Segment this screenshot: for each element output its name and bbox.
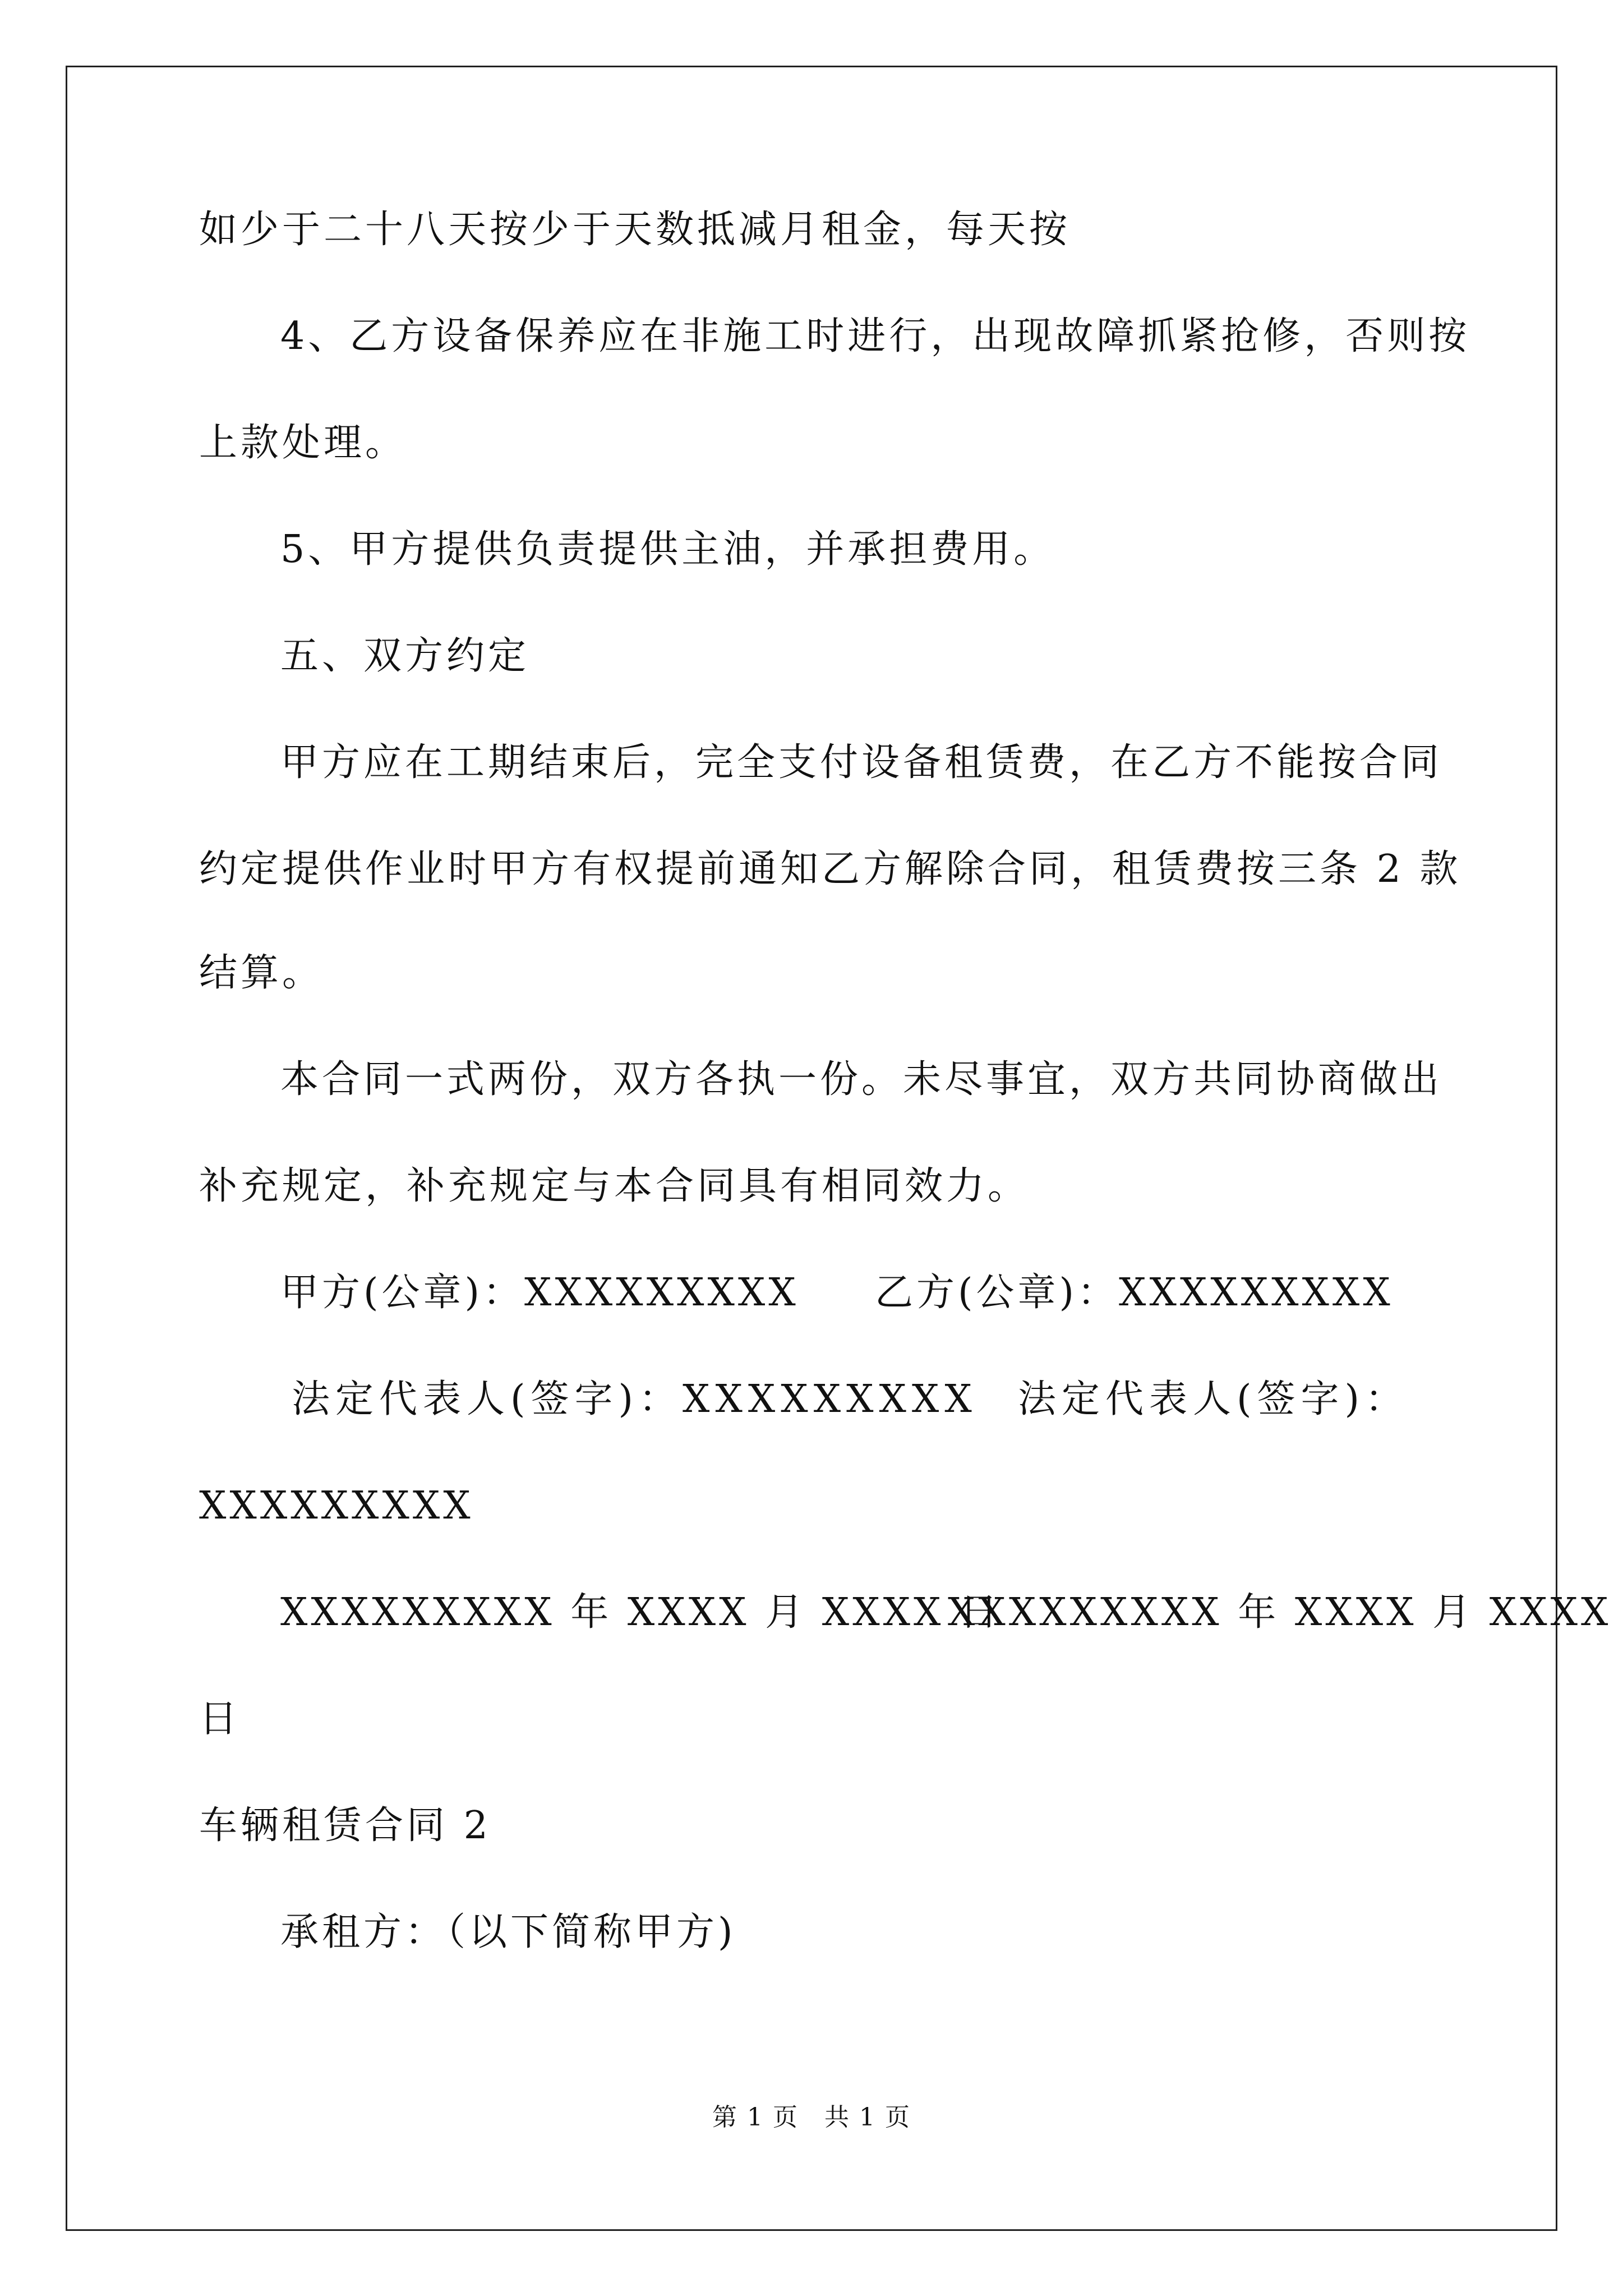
paragraph-line: 本合同一式两份，双方各执一份。未尽事宜，双方共同协商做出 bbox=[280, 1057, 1443, 1102]
paragraph-line: 5、甲方提供负责提供主油，并承担费用。 bbox=[280, 527, 1055, 572]
paragraph-line: 上款处理。 bbox=[199, 421, 407, 465]
page-border bbox=[66, 66, 1557, 2231]
party-a-seal: 甲方(公章)：XXXXXXXXX bbox=[280, 1271, 799, 1315]
paragraph-line: 结算。 bbox=[199, 951, 324, 995]
paragraph-line: 补充规定，补充规定与本合同具有相同效力。 bbox=[199, 1164, 1030, 1208]
party-b-date: XXXXXXXXX 年 XXXX 月 XXXX bbox=[948, 1590, 1612, 1635]
paragraph-line: 甲方应在工期结束后，完全支付设备租赁费，在乙方不能按合同 bbox=[280, 740, 1443, 785]
party-b-seal: 乙方(公章)：XXXXXXXXX bbox=[875, 1271, 1394, 1315]
party-b-representative-name: XXXXXXXXX bbox=[199, 1484, 474, 1528]
party-b-representative: 法定代表人(签字)： bbox=[1018, 1377, 1409, 1421]
section-heading: 五、双方约定 bbox=[280, 634, 530, 678]
paragraph-line: 约定提供作业时甲方有权提前通知乙方解除合同，租赁费按三条 2 款 bbox=[199, 847, 1461, 891]
party-a-representative: 法定代表人(签字)：XXXXXXXXX bbox=[292, 1377, 978, 1421]
party-b-date-day: 日 bbox=[199, 1697, 241, 1741]
paragraph-line: 如少于二十八天按少于天数抵减月租金，每天按 bbox=[199, 208, 1071, 252]
page-footer: 第 1 页 共 1 页 bbox=[712, 2103, 911, 2132]
contract-title: 车辆租赁合同 2 bbox=[199, 1803, 491, 1848]
paragraph-line: 承租方：（以下简称甲方) bbox=[280, 1910, 736, 1954]
paragraph-line: 4、乙方设备保养应在非施工时进行，出现故障抓紧抢修，否则按 bbox=[280, 314, 1470, 358]
party-a-date: XXXXXXXXX 年 XXXX 月 XXXX 日 bbox=[280, 1590, 1002, 1635]
